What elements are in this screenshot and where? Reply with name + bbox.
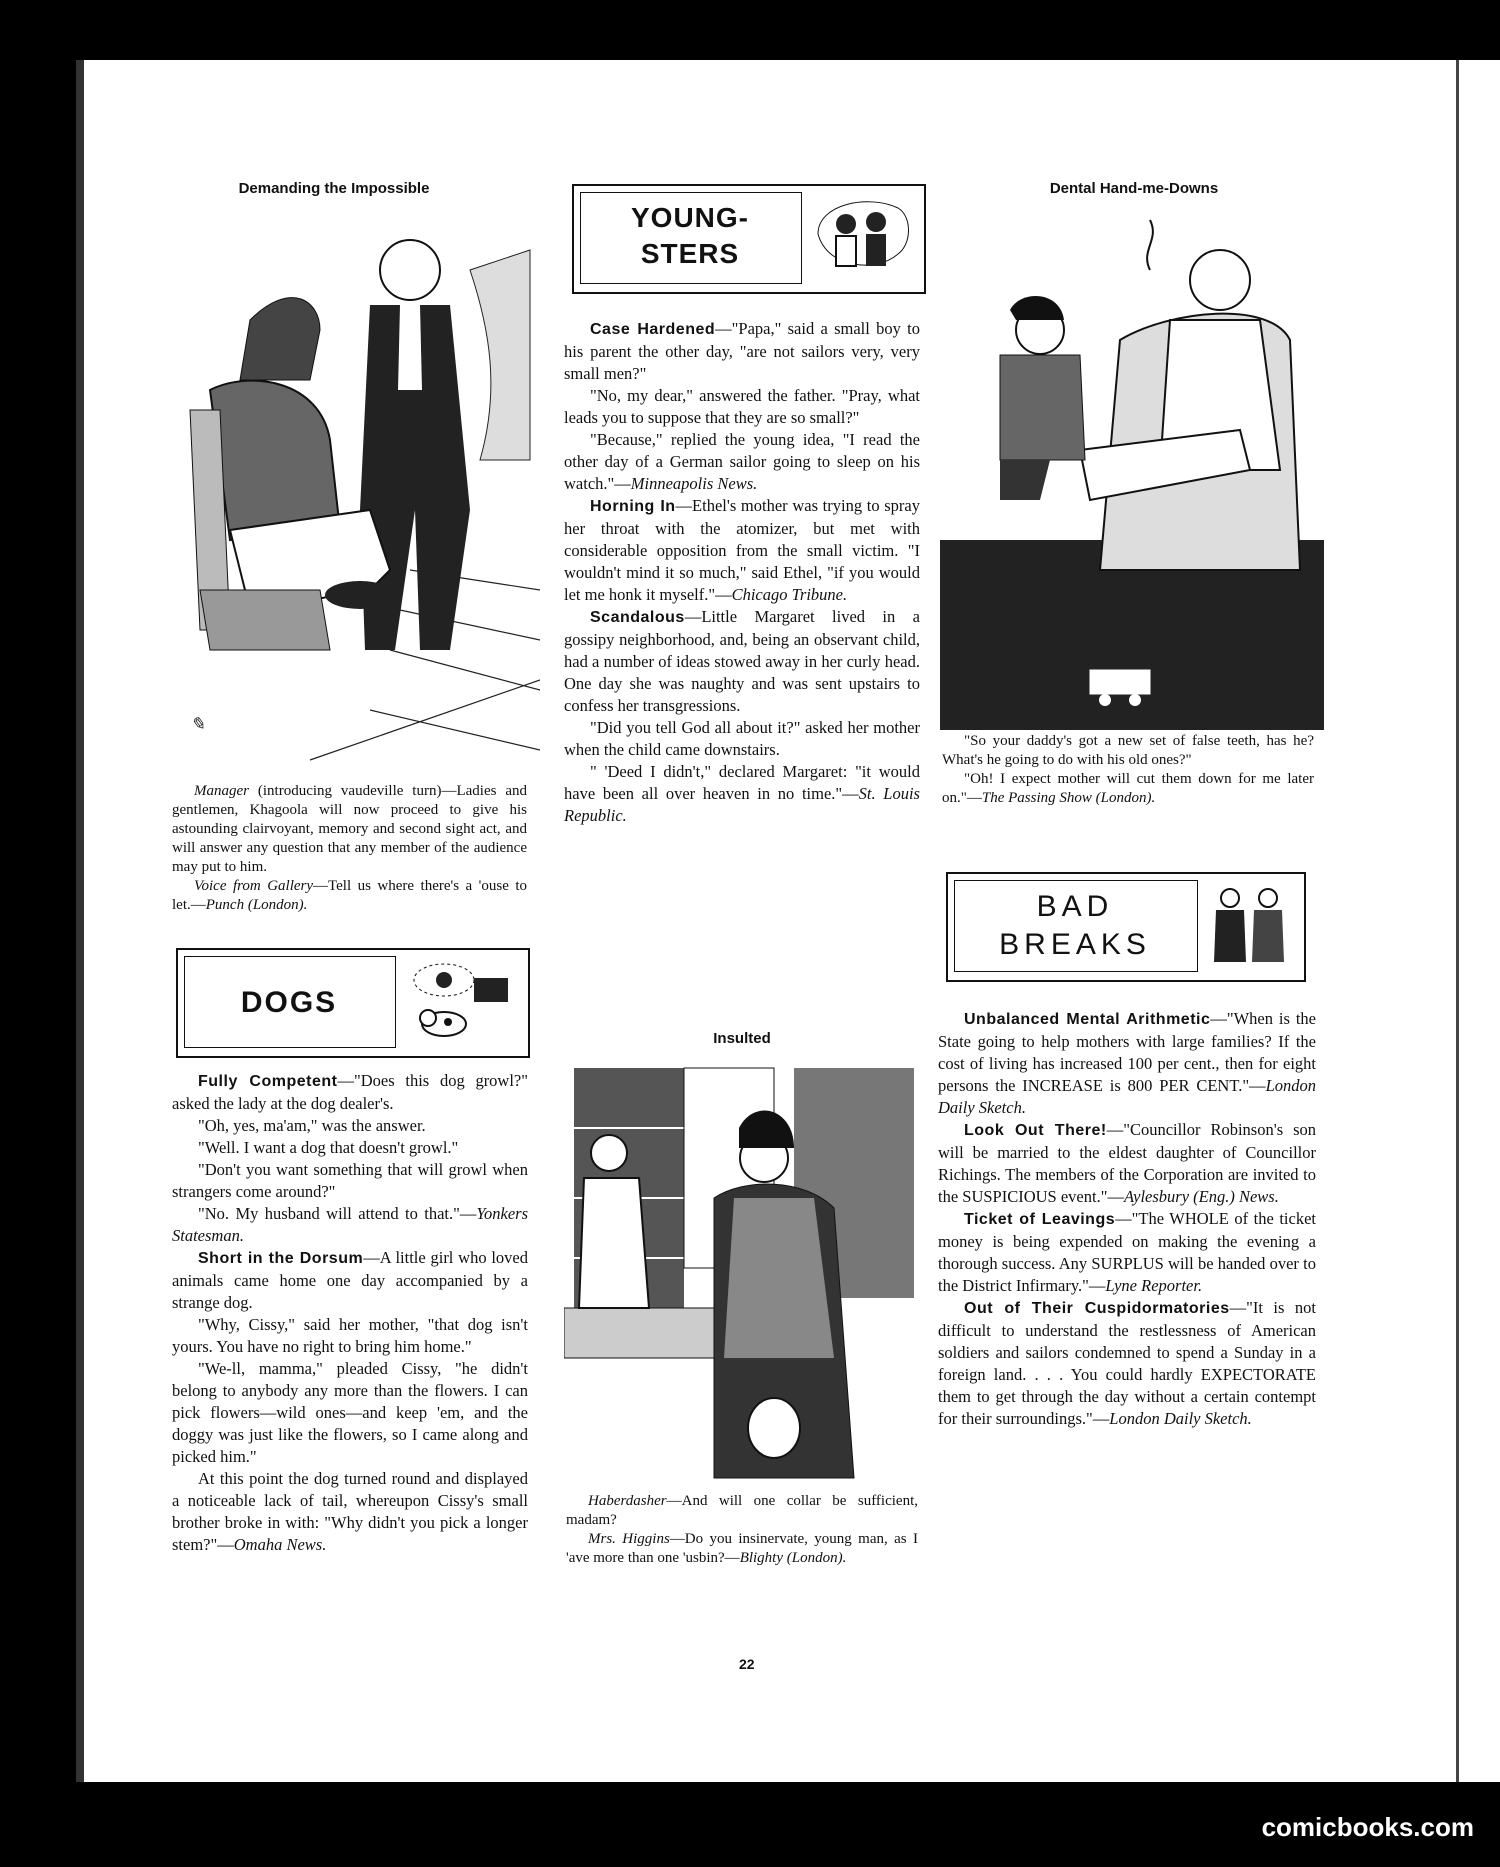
magazine-page: [76, 60, 1464, 1782]
item-source: Minneapolis News.: [630, 474, 758, 493]
item-text: " 'Deed I didn't," declared Margaret: "it would have been all over heaven in no time."—: [564, 762, 920, 803]
caption-text: "So your daddy's got a new set of false teeth, has he? What's he going to do with his old ones?": [942, 733, 1314, 768]
item-heading: Horning In: [590, 498, 676, 515]
children-icon: [808, 194, 916, 280]
item-text: "No, my dear," answered the father. "Pray, what leads you to suppose that they are so small?": [564, 386, 920, 427]
item-text: —"The WHOLE of the ticket money is being expended on making the evening a thorough success. Any SURPLUS will be handed over to the District Infirmary."—: [938, 1209, 1316, 1295]
item-text: —"Councillor Robinson's son will be married to the eldest daughter of Councillor Richings. The members of the Corporation are invited to the SUSPICIOUS event."—: [938, 1120, 1316, 1206]
banner-line: YOUNG-: [631, 202, 749, 233]
cartoon-illustration-haberdasher: [564, 1058, 920, 1488]
item-text: "No. My husband will attend to that."—: [198, 1204, 477, 1223]
item-source: Omaha News.: [233, 1535, 327, 1554]
item-text: —A little girl who loved animals came home one day accompanied by a strange dog.: [172, 1248, 528, 1312]
item-text: At this point the dog turned round and displayed a noticeable lack of tail, whereupon Cissy's small brother broke in with: "Why didn't you pick a longer stem?"—: [172, 1469, 528, 1554]
item-source: Chicago Tribune.: [731, 585, 848, 604]
caption-speaker: Voice from Gallery: [194, 878, 314, 894]
caption-text: —Do you insinervate, young man, as I 'ave more than one 'usbin?—: [566, 1531, 918, 1566]
people-icon: [1204, 882, 1296, 968]
caption-text: "Oh! I expect mother will cut them down for me later on."—: [942, 771, 1314, 806]
item-text: "Because," replied the young idea, "I read the other day of a German sailor going to sleep on his watch."—: [564, 430, 920, 493]
item-text: —"Does this dog growl?" asked the lady at the dog dealer's.: [172, 1071, 528, 1113]
column-bad-breaks: [938, 1008, 1316, 1430]
section-banner-dogs: [176, 948, 530, 1058]
cartoon-title-insulted: Insulted: [713, 1030, 771, 1047]
item-source: London Daily Sketch.: [938, 1076, 1316, 1117]
item-text: "Did you tell God all about it?" asked her mother when the child came downstairs.: [564, 718, 920, 759]
caption-text: —Tell us where there's a 'ouse to let.—: [172, 878, 527, 913]
caption-speaker: Manager: [194, 783, 249, 799]
item-text: "Oh, yes, ma'am," was the answer.: [198, 1116, 426, 1135]
caption-source: Punch (London).: [205, 897, 308, 913]
caption-source: The Passing Show (London).: [981, 790, 1156, 806]
item-text: —"Papa," said a small boy to his parent the other day, "are not sailors very, very small men?": [564, 319, 920, 383]
cartoon-caption-insulted: [566, 1492, 918, 1568]
banner-line: BREAKS: [999, 928, 1151, 961]
item-text: "Well. I want a dog that doesn't growl.": [198, 1138, 459, 1157]
banner-line: BAD: [1036, 890, 1114, 923]
item-heading: Scandalous: [590, 609, 685, 626]
item-text: —"When is the State going to help mothers with large families? If the cost of living has increased 100 per cent., then for eight persons the INCREASE is 800 PER CENT."—: [938, 1009, 1317, 1095]
item-heading: Unbalanced Mental Arithmetic: [964, 1011, 1211, 1028]
item-source: Aylesbury (Eng.) News.: [1123, 1187, 1279, 1206]
caption-text: (introducing vaudeville turn)—Ladies and gentlemen, Khagoola will now proceed to give his astounding clairvoyant, memory and second sight act, and will answer any question that any member of the audience may put to him.: [172, 783, 527, 875]
cartoon-title-dental: Dental Hand-me-Downs: [1049, 180, 1219, 197]
item-source: St. Louis Republic.: [564, 784, 920, 825]
caption-speaker: Mrs. Higgins: [588, 1531, 670, 1547]
caption-speaker: Haberdasher: [588, 1493, 667, 1509]
caption-source: Blighty (London).: [739, 1550, 847, 1566]
item-heading: Short in the Dorsum: [198, 1250, 364, 1267]
item-source: Yonkers Statesman.: [172, 1204, 528, 1245]
column-dogs: [172, 1070, 528, 1556]
item-heading: Case Hardened: [590, 321, 716, 338]
item-text: —Little Margaret lived in a gossipy neighborhood, and, being an observant child, had a number of ideas stowed away in her curly head. One day she was naughty and was sent upstairs to confess her transgressions.: [564, 607, 920, 715]
item-heading: Fully Competent: [198, 1073, 338, 1090]
column-youngsters: [564, 318, 920, 827]
item-heading: Ticket of Leavings: [964, 1211, 1116, 1228]
item-heading: Out of Their Cuspidormatories: [964, 1300, 1230, 1317]
item-text: "Don't you want something that will growl when strangers come around?": [172, 1160, 528, 1201]
item-source: London Daily Sketch.: [1109, 1409, 1252, 1428]
caption-text: —And will one collar be sufficient, madam?: [566, 1493, 918, 1528]
item-heading: Look Out There!: [964, 1122, 1107, 1139]
item-text: "We-ll, mamma," pleaded Cissy, "he didn't belong to anybody any more than the flowers. I can pick flowers—wild ones—and keep 'em, and the doggy was just like the flowers, so I came along and picked him.": [172, 1359, 528, 1466]
item-text: —"It is not difficult to understand the restlessness of American soldiers and sailors condemned to spend a Sunday in a foreign land. . . . You could hardly EXPECTORATE them to get through the day without a certain contempt for their surroundings."—: [938, 1298, 1317, 1428]
item-text: "Why, Cissy," said her mother, "that dog isn't yours. You have no right to bring him home.": [172, 1315, 528, 1356]
banner-line: STERS: [640, 238, 740, 269]
banner-label-youngsters: [580, 200, 800, 272]
cartoon-title-demanding: Demanding the Impossible: [238, 180, 430, 197]
watermark: comicbooks.com: [1261, 1812, 1474, 1842]
item-source: Lyne Reporter.: [1105, 1276, 1203, 1295]
banner-label-bad-breaks: [954, 888, 1196, 964]
section-banner-youngsters: [572, 184, 926, 294]
dog-icon: [404, 958, 520, 1044]
section-banner-bad-breaks: [946, 872, 1306, 982]
facing-page-edge: [1456, 60, 1500, 1782]
cartoon-illustration-clairvoyant: [170, 210, 540, 770]
cartoon-caption-demanding: [172, 782, 527, 915]
svg-text:✎: ✎: [190, 714, 206, 734]
banner-label-dogs: DOGS: [240, 986, 338, 1019]
cartoon-caption-dental: [942, 732, 1314, 808]
item-text: —Ethel's mother was trying to spray her throat with the atomizer, but met with considerable opposition from the small victim. "I wouldn't mind it so much," said Ethel, "if you would let me honk it myself."—: [564, 496, 920, 604]
cartoon-illustration-dental: [940, 210, 1324, 730]
page-number: 22: [739, 1656, 755, 1672]
